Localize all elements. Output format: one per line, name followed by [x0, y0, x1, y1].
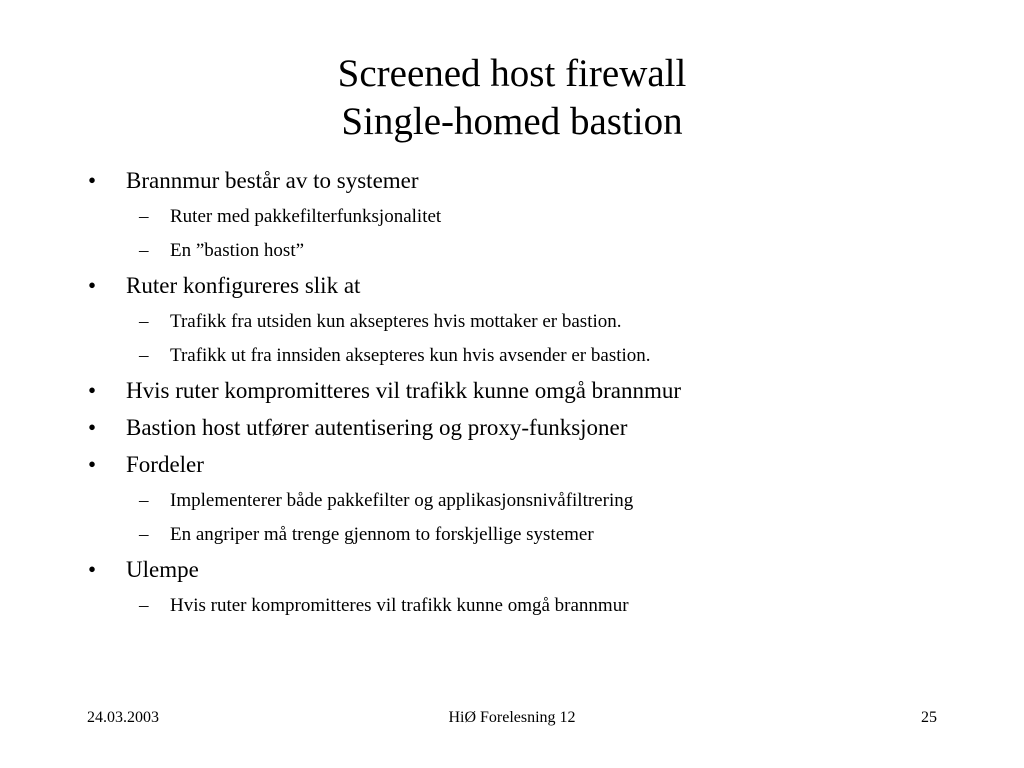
dash-marker: – [139, 206, 149, 227]
bullet-text: En ”bastion host” [170, 240, 305, 261]
sub-bullet-item [88, 309, 988, 335]
bullet-text: Trafikk ut fra innsiden aksepteres kun hvis avsender er bastion. [170, 345, 651, 366]
dash-marker: – [139, 595, 149, 616]
bullet-text: Fordeler [126, 452, 204, 477]
sub-bullet-item [88, 488, 988, 514]
bullet-text: Ulempe [126, 557, 199, 582]
bullet-marker: • [88, 378, 97, 403]
slide-title-line-1: Screened host firewall [337, 52, 687, 95]
slide-title [0, 50, 1024, 146]
bullet-item [88, 413, 988, 443]
bullet-marker: • [88, 415, 97, 440]
bullet-item [88, 166, 988, 196]
sub-bullet-item [88, 522, 988, 548]
sub-bullet-item [88, 343, 988, 369]
bullet-item [88, 271, 988, 301]
dash-marker: – [139, 240, 149, 261]
bullet-item [88, 450, 988, 480]
bullet-text: Hvis ruter kompromitteres vil trafikk kunne omgå brannmur [126, 378, 682, 403]
bullet-text: Ruter med pakkefilterfunksjonalitet [170, 206, 442, 227]
bullet-text: Ruter konfigureres slik at [126, 273, 361, 298]
dash-marker: – [139, 524, 149, 545]
footer-center-text: HiØ Forelesning 12 [448, 709, 576, 726]
bullet-list [88, 166, 988, 619]
footer-date: 24.03.2003 [87, 709, 159, 726]
sub-bullet-item [88, 238, 988, 264]
bullet-marker: • [88, 452, 97, 477]
bullet-item [88, 376, 988, 406]
dash-marker: – [139, 345, 149, 366]
slide-title-line-2: Single-homed bastion [341, 100, 683, 143]
sub-bullet-item [88, 593, 988, 619]
bullet-text: Hvis ruter kompromitteres vil trafikk kunne omgå brannmur [170, 595, 629, 616]
dash-marker: – [139, 311, 149, 332]
page-number: 25 [921, 709, 937, 726]
bullet-text: En angriper må trenge gjennom to forskjellige systemer [170, 524, 594, 545]
bullet-text: Bastion host utfører autentisering og proxy-funksjoner [126, 415, 628, 440]
sub-bullet-item [88, 204, 988, 230]
bullet-marker: • [88, 557, 97, 582]
bullet-text: Brannmur består av to systemer [126, 168, 419, 193]
dash-marker: – [139, 490, 149, 511]
bullet-item [88, 555, 988, 585]
bullet-text: Implementerer både pakkefilter og applikasjonsnivåfiltrering [170, 490, 634, 511]
bullet-text: Trafikk fra utsiden kun aksepteres hvis mottaker er bastion. [170, 311, 622, 332]
bullet-marker: • [88, 168, 97, 193]
bullet-marker: • [88, 273, 97, 298]
